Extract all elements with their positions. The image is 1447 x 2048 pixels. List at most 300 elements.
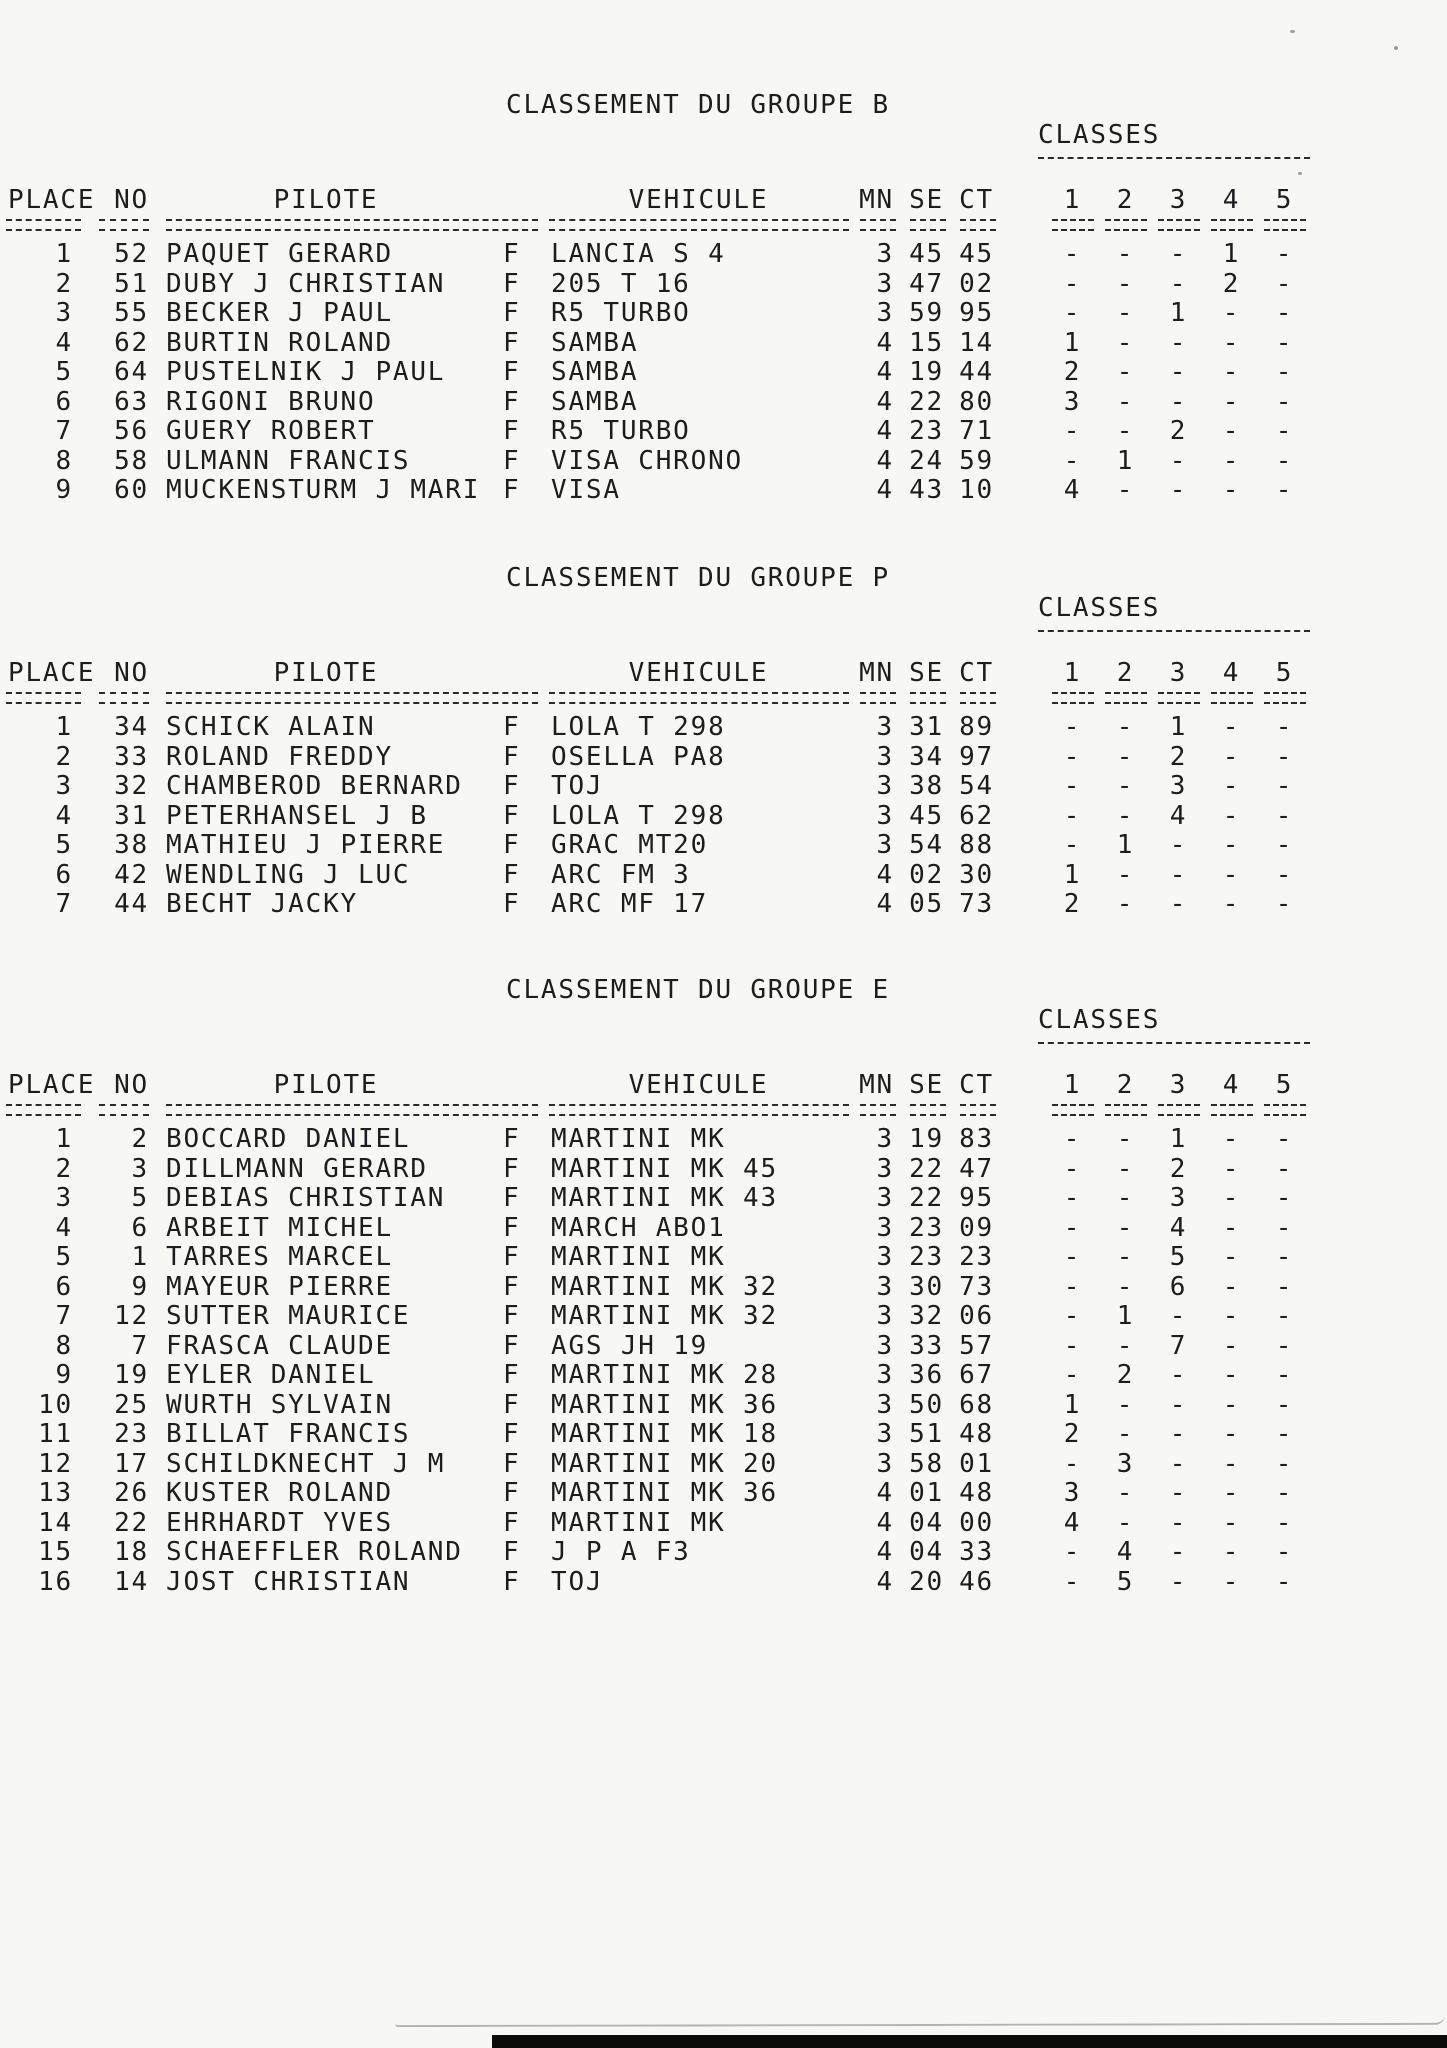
class-cell: - [1275,416,1294,446]
pilot-cell: KUSTER ROLAND [166,1478,393,1508]
class-cell: - [1169,239,1188,269]
column-gap [1006,417,1046,447]
class-cell: - [1063,1301,1082,1331]
class-cell: 1 [1063,1389,1082,1420]
seconds-cell: 31 [909,712,944,742]
class-cell: - [1116,1183,1135,1213]
number-cell: 58 [114,445,149,476]
class-cell: 3 [1169,771,1188,801]
classes-rule [1038,157,1310,159]
pilot-cell: EHRHARDT YVES [166,1507,393,1538]
place-cell: 3 [55,1183,73,1213]
header-underline [910,692,946,704]
table-row [6,1125,1447,1155]
pilot-cell: TARRES MARCEL [166,1242,393,1272]
header-underline [1105,1104,1147,1116]
class-column-header: 3 [1169,1070,1188,1100]
table-row [6,329,1447,359]
class-cell: - [1116,239,1135,269]
minutes-cell: 3 [876,830,894,860]
column-gap [1006,1243,1046,1273]
vehicle-cell: LOLA T 298 [551,800,726,831]
place-cell: 8 [55,1330,73,1361]
seconds-cell: 36 [909,1360,944,1390]
class-cell: - [1222,741,1241,772]
country-cell: F [503,712,521,742]
table-rows [6,240,1447,506]
minutes-cell: 3 [876,800,894,831]
country-column-header [501,185,541,215]
place-cell: 4 [55,327,73,358]
number-cell: 51 [114,268,149,299]
number-cell: 7 [131,1330,149,1361]
class-cell: - [1222,475,1241,505]
class-cell: 4 [1063,475,1082,505]
class-cell: - [1275,1507,1294,1538]
class-cell: - [1222,445,1241,476]
pilot-cell: SUTTER MAURICE [166,1301,411,1331]
class-cell: 3 [1063,386,1082,417]
class-cell: - [1169,1419,1188,1449]
column-gap [1006,658,1046,688]
table-row [6,890,1447,920]
class-cell: - [1222,416,1241,446]
place-cell: 4 [55,800,73,831]
vehicle-cell: 205 T 16 [551,268,691,299]
class-cell: - [1169,1537,1188,1567]
class-cell: - [1222,771,1241,801]
class-cell: - [1169,1301,1188,1331]
column-header-row [6,658,1447,688]
seconds-cell: 22 [909,386,944,417]
class-cell: - [1275,1537,1294,1567]
class-cell: - [1222,327,1241,358]
class-cell: - [1222,386,1241,417]
class-cell: - [1116,1153,1135,1184]
seconds-column-header: SE [909,1070,944,1100]
minutes-cell: 4 [876,1507,894,1538]
number-cell: 5 [131,1183,149,1213]
class-cell: - [1063,1242,1082,1272]
place-cell: 3 [55,298,73,328]
pilot-cell: FRASCA CLAUDE [166,1330,393,1361]
column-gap [1006,447,1046,477]
class-cell: - [1222,1153,1241,1184]
place-cell: 3 [55,771,73,801]
vehicle-cell: SAMBA [551,386,639,417]
seconds-column-header: SE [909,658,944,688]
centiseconds-cell: 62 [959,800,994,831]
class-cell: - [1116,386,1135,417]
number-cell: 23 [114,1419,149,1449]
header-underline [99,692,149,704]
minutes-cell: 3 [876,1124,894,1154]
vehicle-cell: TOJ [551,1566,604,1597]
class-cell: - [1222,859,1241,890]
country-cell: F [503,771,521,801]
seconds-cell: 04 [909,1507,944,1538]
group-title: CLASSEMENT DU GROUPE B [506,90,890,120]
class-cell: - [1063,1330,1082,1361]
centiseconds-cell: 71 [959,416,994,446]
classes-label: CLASSES [1038,593,1161,623]
class-cell: - [1275,239,1294,269]
seconds-cell: 22 [909,1183,944,1213]
header-underline [860,219,896,231]
class-cell: 2 [1169,741,1188,772]
number-cell: 26 [114,1478,149,1508]
header-underline-row [6,692,1447,704]
number-cell: 14 [114,1566,149,1597]
classes-rule [1038,630,1310,632]
pilot-cell: PETERHANSEL J B [166,800,428,831]
class-cell: - [1116,1124,1135,1154]
class-cell: - [1169,445,1188,476]
number-cell: 33 [114,741,149,772]
header-underline [6,219,81,231]
number-cell: 56 [114,416,149,446]
country-cell: F [503,830,521,860]
column-gap [1006,1391,1046,1421]
class-cell: - [1275,830,1294,860]
centiseconds-cell: 46 [959,1566,994,1597]
table-row [6,713,1447,743]
pilot-cell: RIGONI BRUNO [166,386,376,417]
place-cell: 4 [55,1212,73,1243]
place-cell: 9 [55,475,73,505]
header-underline [1158,692,1200,704]
seconds-cell: 23 [909,416,944,446]
minutes-cell: 4 [876,1478,894,1508]
class-column-header: 2 [1116,1070,1135,1100]
class-cell: - [1063,1124,1082,1154]
class-cell: - [1222,1566,1241,1597]
table-row [6,240,1447,270]
header-underline-row [6,1104,1447,1116]
number-cell: 63 [114,386,149,417]
number-cell: 31 [114,800,149,831]
header-underline [860,692,896,704]
place-column-header: PLACE [8,185,96,215]
country-cell: F [503,1566,521,1597]
class-cell: 1 [1116,830,1135,860]
centiseconds-cell: 83 [959,1124,994,1154]
pilot-cell: SCHILDKNECHT J M [166,1448,446,1479]
table-row [6,1273,1447,1303]
header-underline [166,692,538,704]
number-cell: 34 [114,712,149,742]
classes-header [1038,593,1310,632]
class-cell: - [1063,445,1082,476]
column-gap [1006,1214,1046,1244]
class-cell: - [1116,298,1135,328]
country-cell: F [503,1419,521,1449]
header-underline [1264,1104,1306,1116]
class-cell: - [1222,889,1241,919]
column-gap [1006,329,1046,359]
seconds-cell: 59 [909,298,944,328]
country-cell: F [503,1301,521,1331]
seconds-cell: 19 [909,1124,944,1154]
group-title: CLASSEMENT DU GROUPE E [506,975,890,1005]
column-gap [1006,1568,1046,1598]
header-underline [6,1104,81,1116]
vehicle-cell: LOLA T 298 [551,712,726,742]
minutes-cell: 3 [876,741,894,772]
number-cell: 52 [114,239,149,269]
centiseconds-column-header: CT [959,1070,994,1100]
table-row [6,1538,1447,1568]
pilot-column-header: PILOTE [273,185,379,215]
class-cell: 2 [1169,1153,1188,1184]
class-cell: - [1116,1507,1135,1538]
country-column-header [501,1070,541,1100]
minutes-cell: 4 [876,889,894,919]
centiseconds-cell: 06 [959,1301,994,1331]
class-cell: - [1169,889,1188,919]
class-cell: - [1275,741,1294,772]
number-cell: 38 [114,830,149,860]
centiseconds-cell: 89 [959,712,994,742]
column-gap [1006,358,1046,388]
centiseconds-cell: 47 [959,1153,994,1184]
table-row [6,1332,1447,1362]
class-cell: - [1222,1183,1241,1213]
number-column-header: NO [114,658,149,688]
class-cell: 7 [1169,1330,1188,1361]
vehicle-cell: MARTINI MK 45 [551,1153,778,1184]
table-row [6,1361,1447,1391]
seconds-cell: 19 [909,357,944,387]
header-underline [960,219,996,231]
pilot-cell: DUBY J CHRISTIAN [166,268,446,299]
classification-section [6,975,1447,1625]
header-underline [960,1104,996,1116]
pilot-cell: GUERY ROBERT [166,416,376,446]
header-underline [1052,692,1094,704]
table-row [6,743,1447,773]
group-title: CLASSEMENT DU GROUPE P [506,563,890,593]
header-underline [1211,1104,1253,1116]
number-cell: 42 [114,859,149,890]
class-cell: - [1063,1360,1082,1390]
class-column-header: 3 [1169,658,1188,688]
place-cell: 10 [38,1389,73,1420]
class-cell: - [1275,1566,1294,1597]
minutes-cell: 3 [876,1212,894,1243]
number-cell: 12 [114,1301,149,1331]
country-cell: F [503,1124,521,1154]
country-cell: F [503,741,521,772]
column-gap [1006,1070,1046,1100]
place-cell: 14 [38,1507,73,1538]
pilot-cell: ARBEIT MICHEL [166,1212,393,1243]
number-cell: 60 [114,475,149,505]
minutes-cell: 3 [876,268,894,299]
class-cell: - [1116,357,1135,387]
class-cell: 3 [1169,1183,1188,1213]
place-column-header: PLACE [8,658,96,688]
column-gap [1006,802,1046,832]
centiseconds-cell: 09 [959,1212,994,1243]
class-cell: 1 [1169,298,1188,328]
seconds-cell: 01 [909,1478,944,1508]
seconds-cell: 54 [909,830,944,860]
seconds-cell: 02 [909,859,944,890]
class-cell: - [1169,327,1188,358]
number-cell: 25 [114,1389,149,1420]
pilot-cell: JOST CHRISTIAN [166,1566,411,1597]
class-cell: - [1063,830,1082,860]
country-cell: F [503,1271,521,1302]
class-cell: - [1275,1478,1294,1508]
pilot-cell: SCHICK ALAIN [166,712,376,742]
seconds-cell: 33 [909,1330,944,1361]
country-cell: F [503,475,521,505]
place-cell: 7 [55,889,73,919]
country-cell: F [503,1537,521,1567]
centiseconds-cell: 73 [959,1271,994,1302]
class-cell: - [1169,830,1188,860]
class-cell: - [1275,1212,1294,1243]
column-gap [1006,1125,1046,1155]
column-header-row [6,185,1447,215]
number-cell: 17 [114,1448,149,1479]
class-cell: 4 [1063,1507,1082,1538]
class-cell: - [1275,327,1294,358]
class-cell: - [1275,1360,1294,1390]
table-row [6,388,1447,418]
vehicle-cell: R5 TURBO [551,298,691,328]
place-cell: 6 [55,1271,73,1302]
table-row [6,772,1447,802]
place-cell: 2 [55,268,73,299]
centiseconds-cell: 00 [959,1507,994,1538]
class-cell: 1 [1169,1124,1188,1154]
seconds-cell: 24 [909,445,944,476]
column-gap [1006,1361,1046,1391]
class-cell: - [1275,1183,1294,1213]
seconds-cell: 04 [909,1537,944,1567]
header-underline-row [6,219,1447,231]
vehicle-cell: J P A F3 [551,1537,691,1567]
column-gap [1006,861,1046,891]
centiseconds-cell: 68 [959,1389,994,1420]
column-gap [1006,772,1046,802]
minutes-cell: 4 [876,327,894,358]
header-underline [99,1104,149,1116]
class-cell: - [1275,475,1294,505]
vehicle-column-header: VEHICULE [628,1070,769,1100]
scan-speck [1298,172,1302,175]
class-cell: - [1222,800,1241,831]
number-cell: 22 [114,1507,149,1538]
minutes-cell: 3 [876,712,894,742]
class-cell: - [1275,1301,1294,1331]
place-cell: 2 [55,741,73,772]
class-column-header: 2 [1116,185,1135,215]
class-cell: - [1063,1183,1082,1213]
class-cell: 2 [1063,889,1082,919]
pilot-cell: MUCKENSTURM J MARI [166,475,481,505]
minutes-cell: 4 [876,445,894,476]
class-cell: 2 [1063,1419,1082,1449]
centiseconds-cell: 67 [959,1360,994,1390]
vehicle-cell: SAMBA [551,357,639,387]
seconds-cell: 30 [909,1271,944,1302]
minutes-cell: 3 [876,1242,894,1272]
vehicle-cell: MARTINI MK 32 [551,1301,778,1331]
centiseconds-cell: 10 [959,475,994,505]
country-cell: F [503,1389,521,1420]
header-underline [1211,692,1253,704]
number-cell: 9 [131,1271,149,1302]
class-cell: - [1169,475,1188,505]
country-cell: F [503,357,521,387]
centiseconds-cell: 54 [959,771,994,801]
class-cell: - [1169,1507,1188,1538]
header-underline [6,692,81,704]
vehicle-cell: MARTINI MK 18 [551,1419,778,1449]
header-underline [1158,219,1200,231]
column-gap [1006,299,1046,329]
seconds-cell: 45 [909,239,944,269]
header-underline [1158,1104,1200,1116]
pilot-cell: BILLAT FRANCIS [166,1419,411,1449]
class-cell: - [1275,1124,1294,1154]
class-cell: - [1169,1448,1188,1479]
table-row [6,861,1447,891]
class-cell: - [1063,1212,1082,1243]
column-gap [1006,270,1046,300]
centiseconds-cell: 45 [959,239,994,269]
class-cell: - [1116,268,1135,299]
centiseconds-cell: 23 [959,1242,994,1272]
centiseconds-cell: 59 [959,445,994,476]
table-row [6,1243,1447,1273]
minutes-cell: 4 [876,386,894,417]
column-gap [1006,476,1046,506]
class-cell: - [1116,771,1135,801]
number-cell: 1 [131,1242,149,1272]
class-cell: - [1116,1419,1135,1449]
class-cell: - [1169,1566,1188,1597]
place-cell: 1 [55,239,73,269]
class-column-header: 5 [1275,658,1294,688]
place-cell: 13 [38,1478,73,1508]
class-column-header: 4 [1222,185,1241,215]
seconds-cell: 23 [909,1242,944,1272]
class-cell: - [1063,298,1082,328]
country-cell: F [503,859,521,890]
class-cell: - [1169,268,1188,299]
country-cell: F [503,889,521,919]
class-cell: - [1063,1448,1082,1479]
minutes-cell: 4 [876,1537,894,1567]
centiseconds-cell: 33 [959,1537,994,1567]
class-cell: 4 [1169,800,1188,831]
class-cell: - [1063,741,1082,772]
class-cell: - [1222,1360,1241,1390]
class-cell: 6 [1169,1271,1188,1302]
country-cell: F [503,1507,521,1538]
classes-label: CLASSES [1038,1005,1161,1035]
class-cell: - [1116,475,1135,505]
pilot-cell: PUSTELNIK J PAUL [166,357,446,387]
pilot-cell: MAYEUR PIERRE [166,1271,393,1302]
class-cell: - [1063,800,1082,831]
seconds-cell: 43 [909,475,944,505]
